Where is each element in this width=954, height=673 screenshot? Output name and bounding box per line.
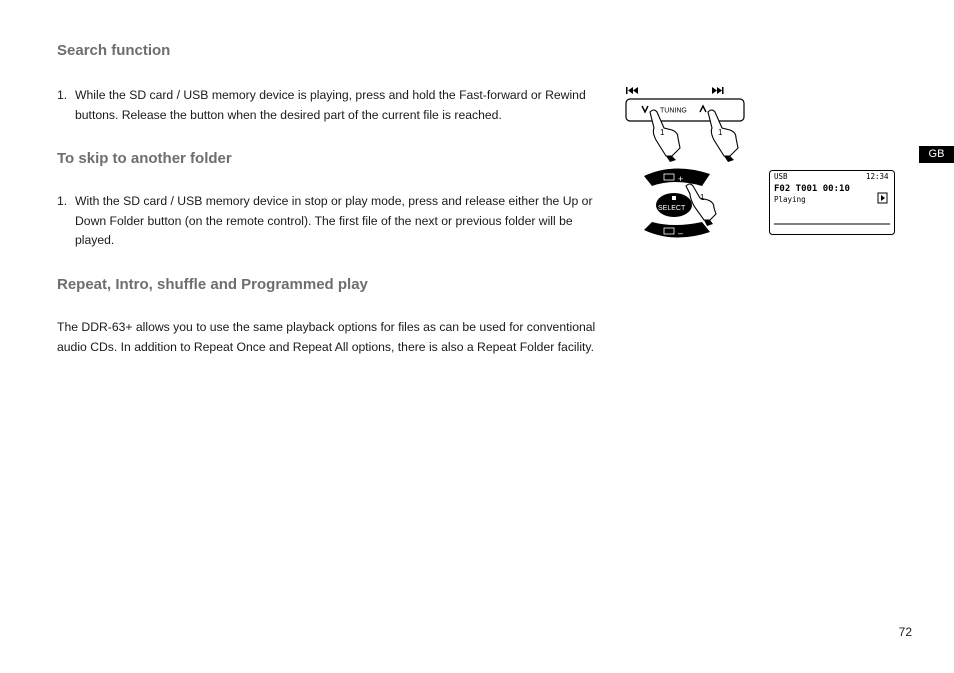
lcd-source: USB [774, 172, 788, 181]
finger-right-label: 1 [718, 128, 723, 137]
tuning-buttons-illustration [620, 82, 760, 162]
lcd-display [769, 170, 896, 236]
step-text: With the SD card / USB memory device in stop or play mode, press and release either the Up or Down Folder button (on the remote control). The first file of the next or previous folder will be played. [75, 194, 593, 247]
search-function-heading: Search function [57, 42, 171, 59]
folder-up-button [644, 168, 710, 186]
folder-down-button [644, 222, 710, 238]
lcd-clock: 12:34 [866, 172, 889, 181]
skip-folder-heading: To skip to another folder [57, 150, 232, 167]
lcd-track-line: F02 T001 00:10 [774, 184, 850, 194]
stop-icon [672, 196, 676, 200]
folder-minus-label: – [678, 228, 684, 238]
language-tab: GB [919, 146, 954, 163]
finger-select-label: 1 [700, 193, 705, 202]
step-number: 1. [57, 194, 68, 208]
step-text: While the SD card / USB memory device is playing, press and hold the Fast-forward or Rewind buttons. Release the button when the desired part of the current file is reached. [75, 88, 586, 122]
rewind-icon [626, 87, 638, 94]
select-label: SELECT [658, 205, 686, 212]
remote-select-illustration [640, 164, 730, 244]
step-number: 1. [57, 88, 68, 102]
finger-left-label: 1 [660, 128, 665, 137]
tuning-label: TUNING [660, 107, 687, 115]
fast-forward-icon [712, 87, 724, 94]
repeat-paragraph: The DDR-63+ allows you to use the same playback options for files as can be used for conventional audio CDs. In addition to Repeat Once and Repeat All options, there is also a Repeat Folder facility. [57, 320, 596, 354]
page-number: 72 [898, 625, 912, 639]
folder-plus-label: + [678, 174, 684, 184]
repeat-heading: Repeat, Intro, shuffle and Programmed play [57, 276, 368, 293]
lcd-status: Playing [774, 195, 806, 204]
